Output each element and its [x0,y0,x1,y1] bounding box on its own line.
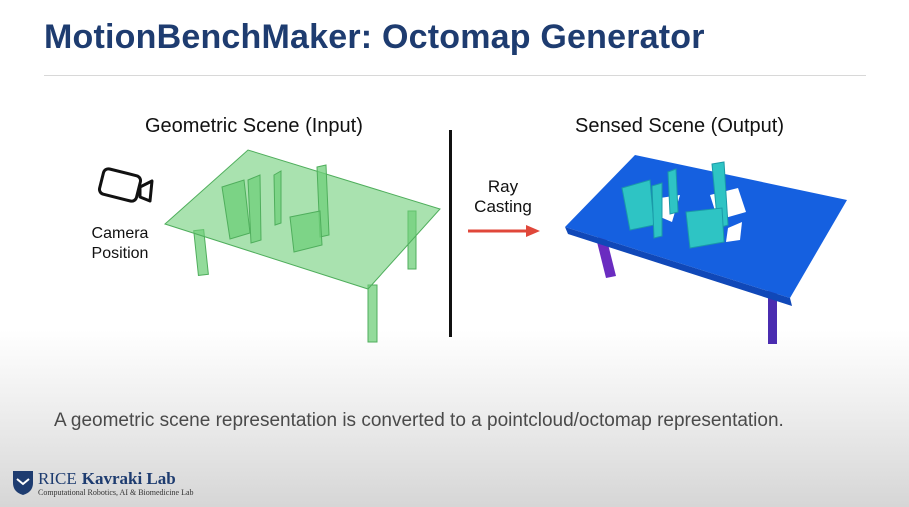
output-scene-heading: Sensed Scene (Output) [575,115,785,137]
input-scene-heading: Geometric Scene (Input) [145,115,363,137]
geometric-scene-illustration [160,145,445,345]
kavraki-lab-name: Kavraki Lab [81,469,176,488]
box-object [274,171,281,225]
camera-icon [98,165,156,207]
panel-divider [449,130,452,337]
slide-title: MotionBenchMaker: Octomap Generator [44,18,705,56]
kavraki-lab-logo [12,470,194,497]
ray-casting-arrow-icon [468,223,542,239]
voxel-object [686,208,724,248]
rice-name: RICE [38,469,77,488]
title-divider [44,75,866,76]
box-object [290,211,322,252]
ray-casting-label: Ray Casting [474,177,532,216]
camera-position-label: Camera Position [91,225,149,262]
voxel-object [668,169,678,214]
table-leg [368,285,377,342]
voxel-object [652,183,662,238]
lab-subtitle: Computational Robotics, AI & Biomedicine Lab [38,488,194,497]
slide-caption: A geometric scene representation is converted to a pointcloud/octomap representation. [54,410,784,431]
rice-shield-icon [12,470,34,496]
sensed-scene-illustration [560,150,850,350]
